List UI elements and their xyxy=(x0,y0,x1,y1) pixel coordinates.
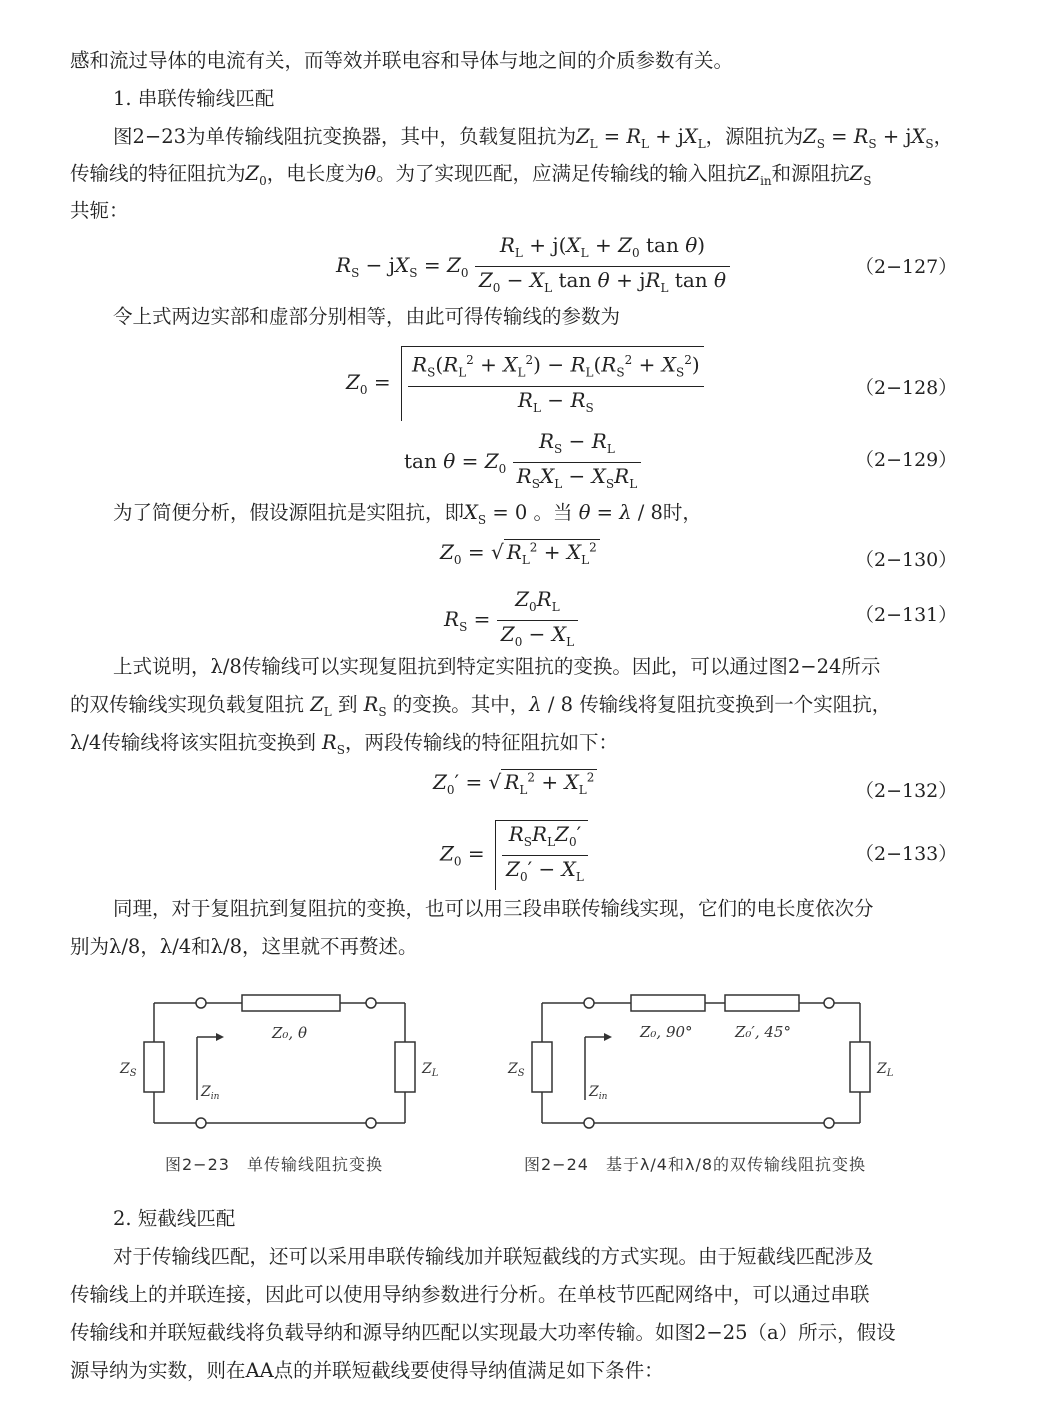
paragraph-intro: 感和流过导体的电流有关，而等效并联电容和导体与地之间的介质参数有关。 xyxy=(70,49,734,72)
p4-line2-text: 的双传输线实现负载复阻抗 xyxy=(70,693,305,716)
equation-number-2-132: （2−132） xyxy=(855,780,958,802)
paragraph-1-line-2: 传输线的特征阻抗为$Z_0$，电长度为θ。为了实现匹配，应满足传输线的输入阻抗$Z_{in}$和源阻抗$Z_S$ xyxy=(70,162,872,188)
figure-2-23-caption: 图2−23 单传输线阻抗变换 xyxy=(165,1155,383,1174)
equation-2-133: $Z_0$ = $\frac{R_SR_LZ_0'}{Z_0' - X_L}$ xyxy=(440,820,588,890)
fig23-source-label: $Z_S$ xyxy=(120,1061,137,1079)
p1-line2-text: 传输线的特征阻抗为 xyxy=(70,162,246,185)
paragraph-5-line-1: 同理，对于复阻抗到复阻抗的变换，也可以用三段串联传输线实现，它们的电长度依次分 xyxy=(113,897,874,920)
paragraph-1-line-1: 图2−23为单传输线阻抗变换器，其中，负载复阻抗为$Z_L = R_L + jX_L$，源阻抗为$Z_S = R_S + jX_S$， xyxy=(113,125,954,151)
figure-2-24-circuit xyxy=(488,990,908,1140)
paragraph-6-line-3: 传输线和并联短截线将负载导纳和源导纳匹配以实现最大功率传输。如图2−25（a）所示，假设 xyxy=(70,1321,896,1344)
paragraph-4-line-1: 上式说明，λ/8传输线可以实现复阻抗到特定实阻抗的变换。因此，可以通过图2−24所示 xyxy=(113,655,881,678)
paragraph-2: 令上式两边实部和虚部分别相等，由此可得传输线的参数为 xyxy=(113,305,621,328)
section-heading-stub-matching: 2. 短截线匹配 xyxy=(113,1207,236,1230)
fig24-zin-label: $Z_{in}$ xyxy=(589,1084,608,1102)
p1-line1-text: 图2−23为单传输线阻抗变换器，其中，负载复阻抗为 xyxy=(113,125,577,148)
paragraph-1-line-3: 共轭： xyxy=(70,199,129,222)
fig23-zin-label: $Z_{in}$ xyxy=(201,1084,220,1102)
paragraph-6-line-4: 源导纳为实数，则在AA点的并联短截线要使得导纳值满足如下条件： xyxy=(70,1359,664,1382)
equation-number-2-127: （2−127） xyxy=(855,256,958,278)
fig24-load-label: $Z_L$ xyxy=(877,1061,894,1079)
equation-2-131: $R_S$ = $\frac{Z_0R_L}{Z_0 - X_L}$ xyxy=(444,586,578,655)
equation-number-2-130: （2−130） xyxy=(855,549,958,571)
fig24-source-label: $Z_S$ xyxy=(508,1061,525,1079)
equation-number-2-133: （2−133） xyxy=(855,843,958,865)
paragraph-4-line-3: λ/4传输线将该实阻抗变换到 $R_S$，两段传输线的特征阻抗如下： xyxy=(70,731,618,757)
section-heading-series-matching: 1. 串联传输线匹配 xyxy=(113,87,275,110)
paragraph-3: 为了简便分析，假设源阻抗是实阻抗，即$X_S = 0$ 。当 θ = λ / 8时， xyxy=(113,501,702,527)
p3-text: 为了简便分析，假设源阻抗是实阻抗，即 xyxy=(113,501,465,524)
paragraph-4-line-2: 的双传输线实现负载复阻抗 $Z_L$ 到 $R_S$ 的变换。其中，λ / 8 传输线将复阻抗变换到一个实阻抗， xyxy=(70,693,892,719)
equation-2-127: $R_S - jX_S = Z_0$ $\frac{R_L + j(X_L + Z_0 \tan \theta)}{Z_0 - X_L \tan \theta + jR_L \tan \theta}$ xyxy=(336,232,730,301)
fig24-line2-label: Z₀′, 45° xyxy=(735,1023,791,1041)
p4-line3-text: λ/4传输线将该实阻抗变换到 xyxy=(70,731,316,754)
equation-2-128: $Z_0$ = $\frac{R_S(R_L^2 + X_L^2) - R_L(R_S^2 + X_S^2)}{R_L - R_S}$ xyxy=(346,346,704,421)
paragraph-6-line-1: 对于传输线匹配，还可以采用串联传输线加并联短截线的方式实现。由于短截线匹配涉及 xyxy=(113,1245,874,1268)
fig23-load-label: $Z_L$ xyxy=(422,1061,439,1079)
figure-2-23-circuit xyxy=(100,990,460,1140)
equation-number-2-131: （2−131） xyxy=(855,604,958,626)
equation-number-2-129: （2−129） xyxy=(855,449,958,471)
fig24-line1-label: Z₀, 90° xyxy=(640,1023,693,1041)
equation-2-132: $Z_0'$ = √ $R_L^2 + X_L^2$ xyxy=(433,770,597,797)
paragraph-6-line-2: 传输线上的并联连接，因此可以使用导纳参数进行分析。在单枝节匹配网络中，可以通过串联 xyxy=(70,1283,870,1306)
equation-number-2-128: （2−128） xyxy=(855,377,958,399)
paragraph-5-line-2: 别为λ/8，λ/4和λ/8，这里就不再赘述。 xyxy=(70,935,418,958)
equation-2-129: $\tan \theta = Z_0$ $\frac{R_S - R_L}{R_SX_L - X_SR_L}$ xyxy=(404,428,641,497)
figure-2-24-caption: 图2−24 基于λ/4和λ/8的双传输线阻抗变换 xyxy=(524,1155,867,1174)
equation-2-130: $Z_0$ = √ $R_L^2 + X_L^2$ xyxy=(440,540,600,567)
fig23-line-label: Z₀, θ xyxy=(272,1024,308,1042)
